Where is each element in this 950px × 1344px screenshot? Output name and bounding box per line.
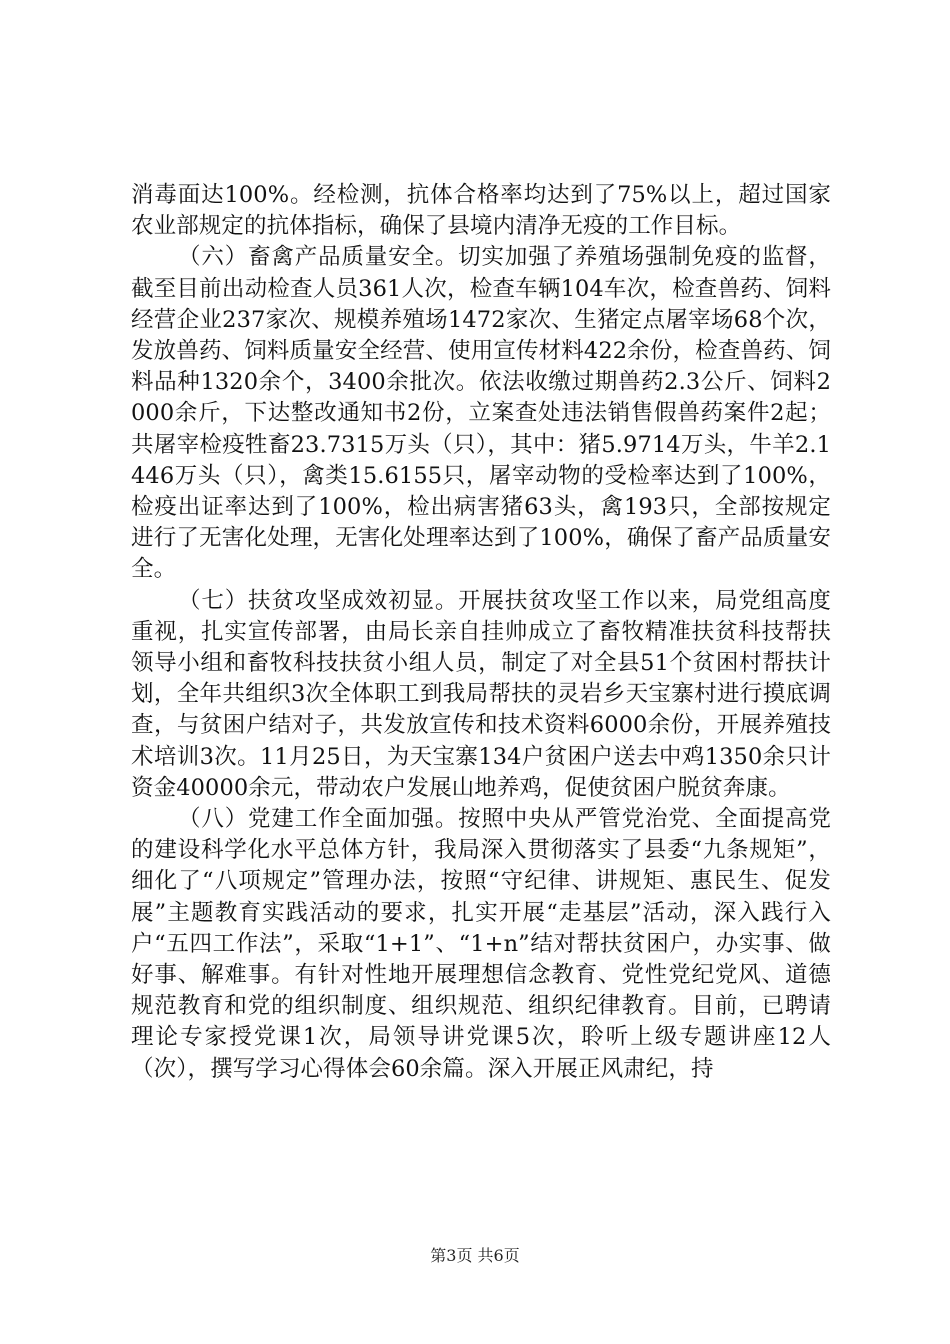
paragraph-product-quality: （六）畜禽产品质量安全。切实加强了养殖场强制免疫的监督，截至目前出动检查人员361人次，检查车辆104车次，检查兽药、饲料经营企业237家次、规模养殖场1472家次、生猪定点屠宰场68个次，发放兽药、饲料质量安全经营、使用宣传材料422余份，检查兽药、饲料品种1320余个，3400余批次。依法收缴过期兽药2.3公斤、饲料2000余斤，下达整改通知书2份，立案查处违法销售假兽药案件2起；共屠宰检疫牲畜23.7315万头（只），其中：猪5.9714万头，牛羊2.1446万头（只），禽类15.6155只，屠宰动物的受检率达到了100%，检疫出证率达到了100%，检出病害猪63头，禽193只，全部按规定进行了无害化处理，无害化处理率达到了100%，确保了畜产品质量安全。	[131, 244, 831, 583]
document-body	[131, 180, 831, 1085]
paragraph-continuation: 消毒面达100%。经检测，抗体合格率均达到了75%以上，超过国家农业部规定的抗体指标，确保了县境内清净无疫的工作目标。	[131, 182, 831, 240]
paragraph-party-building: （八）党建工作全面加强。按照中央从严管党治党、全面提高党的建设科学化水平总体方针，我局深入贯彻落实了县委“九条规矩”，细化了“八项规定”管理办法，按照“守纪律、讲规矩、惠民生、促发展”主题教育实践活动的要求，扎实开展“走基层”活动，深入践行入户“五四工作法”，采取“1+1”、“1+n”结对帮扶贫困户，办实事、做好事、解难事。有针对性地开展理想信念教育、党性党纪党风、道德规范教育和党的组织制度、组织规范、组织纪律教育。目前，已聘请理论专家授党课1次，局领导讲党课5次，聆听上级专题讲座12人（次），撰写学习心得体会60余篇。深入开展正风肃纪，持	[131, 806, 831, 1082]
paragraph-poverty-alleviation: （七）扶贫攻坚成效初显。开展扶贫攻坚工作以来，局党组高度重视，扎实宣传部署，由局长亲自挂帅成立了畜牧精准扶贫科技帮扶领导小组和畜牧科技扶贫小组人员，制定了对全县51个贫困村帮扶计划，全年共组织3次全体职工到我局帮扶的灵岩乡天宝寨村进行摸底调查，与贫困户结对子，共发放宣传和技术资料6000余份，开展养殖技术培训3次。11月25日，为天宝寨134户贫困户送去中鸡1350余只计资金40000余元，带动农户发展山地养鸡，促使贫困户脱贫奔康。	[131, 587, 831, 801]
page-number-footer: 第3页 共6页	[430, 1246, 520, 1265]
